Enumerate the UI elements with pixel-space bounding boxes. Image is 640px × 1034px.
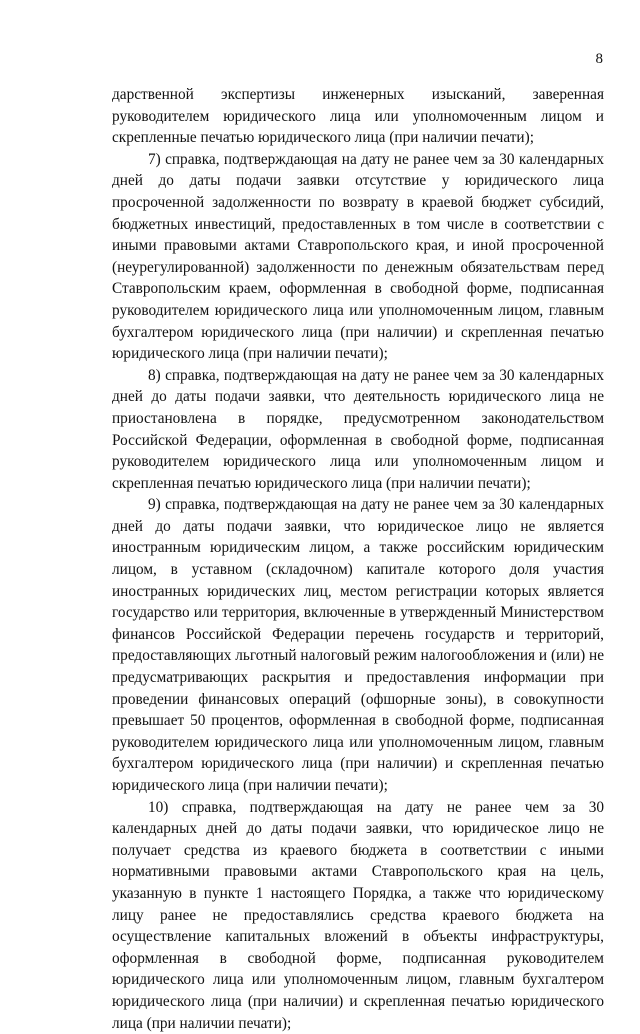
paragraph-item-8: 8) справка, подтверждающая на дату не ранее чем за 30 календарных дней до даты подачи заявки, что деятельность юридического лица не приостановлена в порядке, предусмотренном законодательством Российской Федерации, оформленная в свободной форме, подписанная руководителем юридического лица или уполномоченным лицом и скрепленная печатью юридического лица (при наличии печати);	[112, 366, 604, 492]
paragraph-continuation: дарственной экспертизы инженерных изысканий, заверенная руководителем юридического лица или уполномоченным лицом и скрепленные печатью юридического лица (при наличии печати);	[112, 86, 604, 147]
page-number: 8	[595, 51, 603, 67]
document-body	[112, 84, 604, 1034]
paragraph-item-7: 7) справка, подтверждающая на дату не ранее чем за 30 календарных дней до даты подачи заявки отсутствие у юридического лица просроченной задолженности по возврату в краевой бюджет субсидий, бюджетных инвестиций, предоставленных в том числе в соответствии с иными правовыми актами Ставропольского края, и иной просроченной (неурегулированной) задолженности по денежным обязательствам перед Ставропольским краем, оформленная в свободной форме, подписанная руководителем юридического лица или уполномоченным лицом, главным бухгалтером юридического лица (при наличии) и скрепленная печатью юридического лица (при наличии печати);	[112, 150, 604, 363]
paragraph-item-9: 9) справка, подтверждающая на дату не ранее чем за 30 календарных дней до даты подачи заявки, что юридическое лицо не является иностранным юридическим лицом, а также российским юридическим лицом, в уставном (складочном) капитале которого доля участия иностранных юридических лиц, местом регистрации которых является государство или территория, включенные в утвержденный Министерством финансов Российской Федерации перечень государств и территорий, предоставляющих льготный налоговый режим налогообложения и (или) не предусматривающих раскрытия и предоставления информации при проведении финансовых операций (офшорные зоны), в совокупности превышает 50 процентов, оформленная в свободной форме, подписанная руководителем юридического лица или уполномоченным лицом, главным бухгалтером юридического лица (при наличии) и скрепленная печатью юридического лица (при наличии печати);	[112, 496, 604, 794]
paragraph-item-10: 10) справка, подтверждающая на дату не ранее чем за 30 календарных дней до даты подачи заявки, что юридическое лицо не получает средства из краевого бюджета в соответствии с иными нормативными правовыми актами Ставропольского края на цель, указанную в пункте 1 настоящего Порядка, а также что юридическому лицу ранее не предоставлялись средства краевого бюджета на осуществление капитальных вложений в объекты инфраструктуры, оформленная в свободной форме, подписанная руководителем юридического лица или уполномоченным лицом, главным бухгалтером юридического лица (при наличии) и скрепленная печатью юридического лица (при наличии печати);	[112, 798, 604, 1032]
